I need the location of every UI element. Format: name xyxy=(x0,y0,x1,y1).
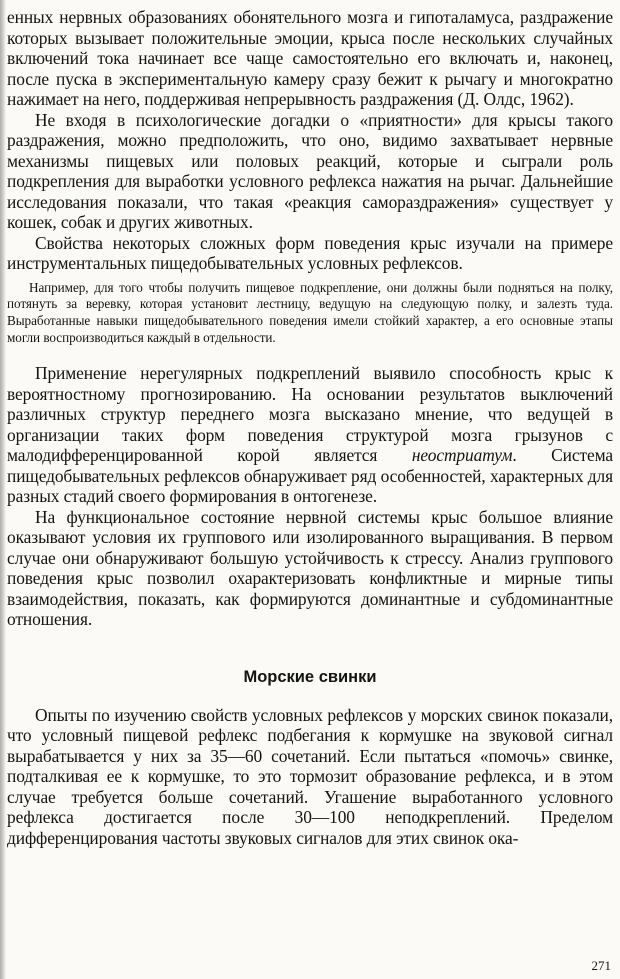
page-number: 271 xyxy=(591,958,611,973)
paragraph-5: На функциональное состояние нервной системы крыс большое влияние оказывают условия их группового или изолированного выращивания. В первом случае они обнаруживают большую устойчивость к стрессу. Анализ группового поведения крыс позволил охарактеризовать конфликтные и мирные типы взаимодействия, показать, как формируются доминантные и субдоминантные отношения. xyxy=(7,506,613,630)
page-spine-shadow xyxy=(0,0,6,979)
paragraph-1: енных нервных образованиях обонятельного мозга и гипоталамуса, раздражение которых вызывает положительные эмоции, крыса после нескольких случайных включений тока начинает все чаще самостоятельно его включать и, наконец, после пуска в экспериментальную камеру сразу бежит к рычагу и многократно нажимает на него, поддерживая непрерывность раздражения (Д. Олдс, 1962). xyxy=(7,7,613,109)
paragraph-4-text: Применение нерегулярных подкреплений выявило способность крыс к вероятностному прогнозированию. На основании результатов выключений различных структур переднего мозга высказано мнение, что ведущей в организации таких форм поведения структурой мозга грызунов с малодифференцированной корой является xyxy=(7,363,613,466)
small-print-note: Например, для того чтобы получить пищевое подкрепление, они должны были подняться на полку, потянуть за веревку, которая установит лестницу, ведущую на следующую полку, и залезть туда. Выработанные навыки пищедобывательного поведения имели стойкий характер, а его основные этапы могли воспроизводиться каждый в отдельности. xyxy=(7,279,613,345)
paragraph-2: Не входя в психологические догадки о «приятности» для крысы такого раздражения, можно предположить, что оно, видимо захватывает нервные механизмы пищевых или половых реакций, которые и сыграли роль подкрепления для выработки условного рефлекса нажатия на рычаг. Дальнейшие исследования показали, что такая «реакция самораздражения» существует у кошек, собак и других животных. xyxy=(7,109,613,232)
page-content xyxy=(7,7,613,848)
paragraph-4 xyxy=(7,363,613,507)
paragraph-6: Опыты по изучению свойств условных рефлексов у морских свинок показали, что условный пищевой рефлекс подбегания к кормушке на звуковой сигнал вырабатывается у них за 35—60 сочетаний. Если пытаться «помочь» свинке, подталкивая ее к кормушке, то это тормозит образование рефлекса, и в этом случае требуется больше сочетаний. Угашение выработанного условного рефлекса достигается после 30—100 неподкреплений. Пределом дифференцирования частоты звуковых сигналов для этих свинок ока- xyxy=(7,704,613,848)
paragraph-3: Свойства некоторых сложных форм поведения крыс изучали на примере инструментальных пищедобывательных условных рефлексов. xyxy=(7,232,613,273)
paragraph-4-text-end: . Система пищедобывательных рефлексов обнаруживает ряд особенностей, характерных для разных стадий своего формирования в онтогенезе. xyxy=(7,445,613,507)
italic-term: неостриатум xyxy=(411,445,513,466)
section-heading: Морские свинки xyxy=(243,667,377,686)
